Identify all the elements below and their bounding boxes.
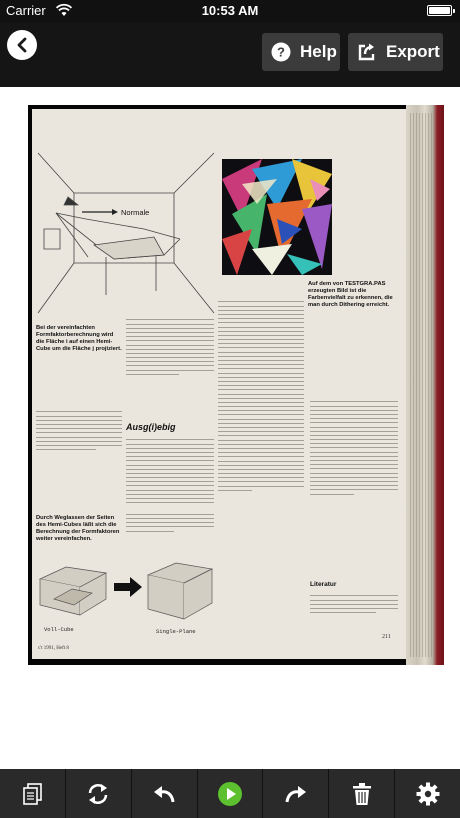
navigation-bar	[0, 22, 460, 87]
magazine-page	[32, 109, 406, 659]
scanned-page[interactable]	[28, 105, 444, 665]
chevron-left-icon	[15, 37, 29, 53]
dithering-image	[222, 159, 332, 275]
undo-icon	[151, 781, 177, 807]
export-label: Export	[386, 42, 440, 61]
page-number: 211	[382, 634, 391, 640]
rotate-button[interactable]	[66, 769, 131, 818]
caption-hemi-cube: Bei der vereinfachten Formfaktorberechnung wird die Fläche i auf einen Hemi-Cube um die Fläche j projiziert.	[36, 325, 122, 352]
section-heading: Ausg(i)ebig	[126, 422, 176, 432]
help-label: Help	[300, 42, 337, 61]
rotate-icon	[85, 781, 111, 807]
battery-icon	[427, 5, 452, 16]
help-button[interactable]	[262, 33, 340, 71]
pages-icon	[19, 781, 45, 807]
carrier-label: Carrier	[6, 3, 46, 18]
undo-button[interactable]	[132, 769, 197, 818]
literature-text	[310, 593, 398, 616]
delete-button[interactable]	[329, 769, 394, 818]
column-2-text-top	[126, 317, 214, 378]
trash-icon	[349, 781, 375, 807]
document-preview[interactable]	[0, 87, 460, 769]
figure-label-voll-cube: Voll-Cube	[44, 626, 74, 633]
column-3-text	[218, 299, 304, 494]
redo-button[interactable]	[263, 769, 328, 818]
play-button[interactable]	[198, 769, 263, 818]
page-edges	[410, 113, 432, 657]
column-1-text	[36, 409, 122, 453]
redo-icon	[283, 781, 309, 807]
column-2-text-bottom	[126, 437, 214, 535]
figure-label-normale: Normale	[121, 208, 150, 217]
column-4-text	[310, 399, 398, 498]
literature-heading: Literatur	[310, 581, 337, 588]
page-footer: c't 1991, Heft 8	[38, 646, 69, 651]
export-button[interactable]	[348, 33, 443, 71]
status-bar	[0, 0, 460, 22]
settings-button[interactable]	[395, 769, 460, 818]
pages-button[interactable]	[0, 769, 65, 818]
bottom-toolbar	[0, 769, 460, 818]
hemi-cube-figure	[34, 145, 220, 321]
export-icon	[357, 42, 377, 62]
play-icon	[217, 781, 243, 807]
clock: 10:53 AM	[201, 3, 259, 18]
back-button[interactable]	[7, 30, 37, 60]
caption-dithering: Auf dem von TESTGRA.PAS erzeugten Bild ist die Farbenvielfalt zu erkennen, die man durch Dithering erreicht.	[308, 281, 393, 308]
help-icon	[271, 42, 291, 62]
figure-label-single-plane: Single-Plane	[156, 628, 196, 635]
caption-weglassen: Durch Weglassen der Seiten des Hemi-Cubes läßt sich die Berechnung der Formfaktoren weiter vereinfachen.	[36, 515, 120, 542]
gear-icon	[415, 781, 441, 807]
cube-comparison-figure	[36, 539, 214, 639]
svg-text:?: ?	[277, 44, 285, 60]
